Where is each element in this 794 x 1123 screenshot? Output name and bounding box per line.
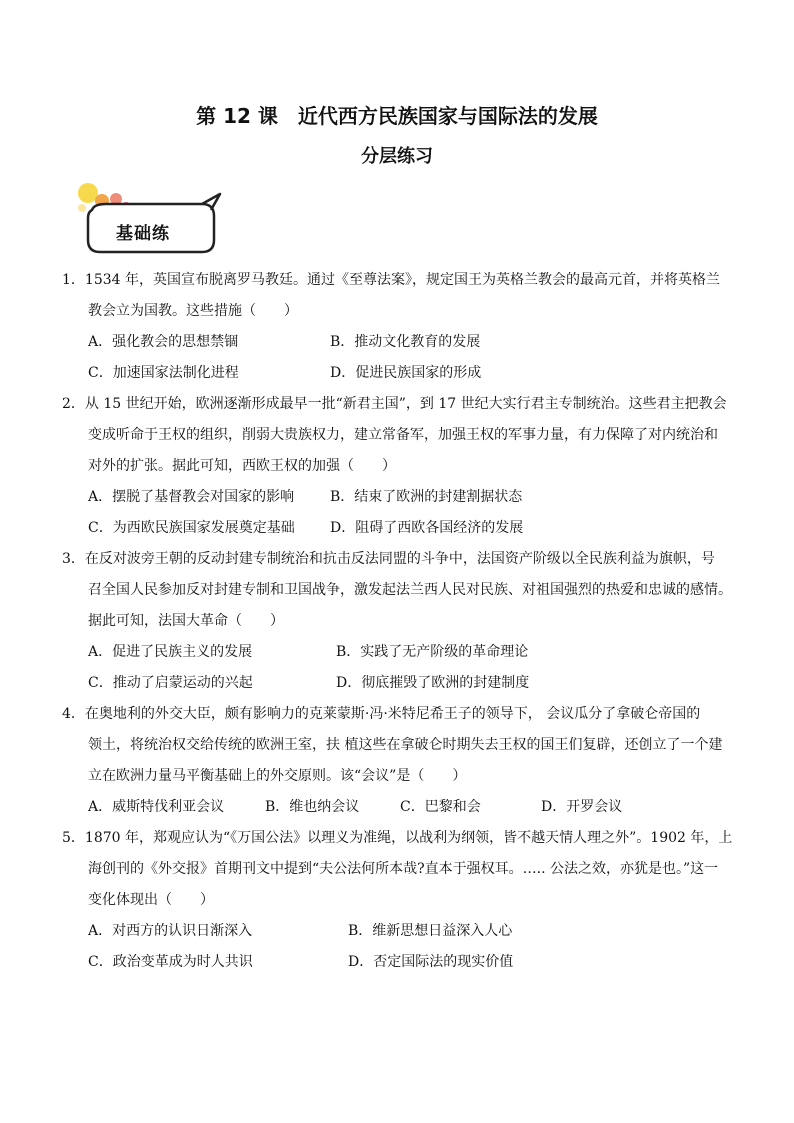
option-row	[62, 482, 742, 513]
page-subtitle: 分层练习	[361, 146, 433, 167]
question-3	[62, 544, 742, 699]
option-row	[62, 513, 742, 544]
question-stem: 召全国人民参加反对封建专制和卫国战争，激发起法兰西人民对民族、对祖国强烈的热爱和忠诚的感情。	[88, 582, 732, 598]
option-c[interactable]: C．为西欧民族国家发展奠定基础	[88, 520, 295, 536]
option-b[interactable]: B．维也纳会议	[265, 799, 360, 815]
question-2	[62, 389, 742, 544]
option-d[interactable]: D．促进民族国家的形成	[330, 365, 482, 381]
decor-bubble	[78, 183, 98, 203]
question-list	[62, 265, 742, 978]
option-b[interactable]: B．推动文化教育的发展	[330, 334, 481, 350]
option-b[interactable]: B．结束了欧洲的封建割据状态	[330, 489, 523, 505]
question-stem: 1．1534 年，英国宣布脱离罗马教廷。通过《至尊法案》，规定国王为英格兰教会的最高元首，并将英格兰	[62, 272, 720, 288]
question-4	[62, 699, 742, 823]
option-d[interactable]: D．彻底摧毁了欧洲的封建制度	[336, 675, 530, 691]
option-c[interactable]: C．政治变革成为时人共识	[88, 954, 253, 970]
question-stem: 据此可知，法国大革命（ ）	[88, 613, 284, 629]
option-row	[62, 637, 742, 668]
question-stem: 2．从 15 世纪开始，欧洲逐渐形成最早一批“新君主国”，到 17 世纪大实行君主专制统治。这些君主把教会	[62, 396, 727, 412]
option-a[interactable]: A．对西方的认识日渐深入	[88, 923, 253, 939]
option-a[interactable]: A．强化教会的思想禁锢	[88, 334, 239, 350]
option-c[interactable]: C．加速国家法制化进程	[88, 365, 239, 381]
question-stem: 5．1870 年，郑观应认为“《万国公法》以理义为准绳，以战利为纲领，皆不越天情人理之外”。1902 年，上	[62, 830, 733, 846]
question-stem: 4．在奥地利的外交大臣，颇有影响力的克莱蒙斯·冯·米特尼希王子的领导下， 会议瓜分了拿破仑帝国的	[62, 706, 701, 722]
question-stem: 教会立为国教。这些措施（ ）	[88, 303, 298, 319]
question-stem: 海创刊的《外交报》首期刊文中提到“夫公法何所本哉?直本于强权耳。….. 公法之效，亦犹是也。”这一	[88, 861, 719, 877]
option-row	[62, 327, 742, 358]
question-stem: 对外的扩张。据此可知，西欧王权的加强（ ）	[88, 458, 396, 474]
option-c[interactable]: C．推动了启蒙运动的兴起	[88, 675, 253, 691]
option-a[interactable]: A．威斯特伐利亚会议	[88, 799, 225, 815]
question-5	[62, 823, 742, 978]
page-title: 第 12 课 近代西方民族国家与国际法的发展	[196, 104, 598, 128]
question-stem: 变成听命于王权的组织，削弱大贵族权力，建立常备军，加强王权的军事力量，有力保障了对内统治和	[88, 427, 718, 443]
section-badge-label: 基础练	[116, 224, 170, 244]
question-1	[62, 265, 742, 389]
option-a[interactable]: A．摆脱了基督教会对国家的影响	[88, 489, 295, 505]
question-stem: 3．在反对波旁王朝的反动封建专制统治和抗击反法同盟的斗争中，法国资产阶级以全民族利益为旗帜，号	[62, 551, 715, 567]
option-b[interactable]: B．实践了无产阶级的革命理论	[336, 644, 529, 660]
option-d[interactable]: D．阻碍了西欧各国经济的发展	[330, 520, 524, 536]
decor-bubble	[78, 204, 86, 212]
option-d[interactable]: D．开罗会议	[541, 799, 623, 815]
option-row	[62, 916, 742, 947]
option-row	[62, 792, 742, 823]
question-stem: 立在欧洲力量马平衡基础上的外交原则。该“会议”是（ ）	[88, 768, 467, 784]
option-b[interactable]: B．维新思想日益深入人心	[348, 923, 513, 939]
option-a[interactable]: A．促进了民族主义的发展	[88, 644, 253, 660]
question-stem: 领土，将统治权交给传统的欧洲王室，扶 植这些在拿破仑时期失去王权的国王们复辟，还创立了一个建	[88, 737, 723, 753]
option-row	[62, 947, 742, 978]
option-row	[62, 358, 742, 389]
option-row	[62, 668, 742, 699]
option-d[interactable]: D．否定国际法的现实价值	[348, 954, 514, 970]
question-stem: 变化体现出（ ）	[88, 892, 214, 908]
option-c[interactable]: C．巴黎和会	[400, 799, 481, 815]
